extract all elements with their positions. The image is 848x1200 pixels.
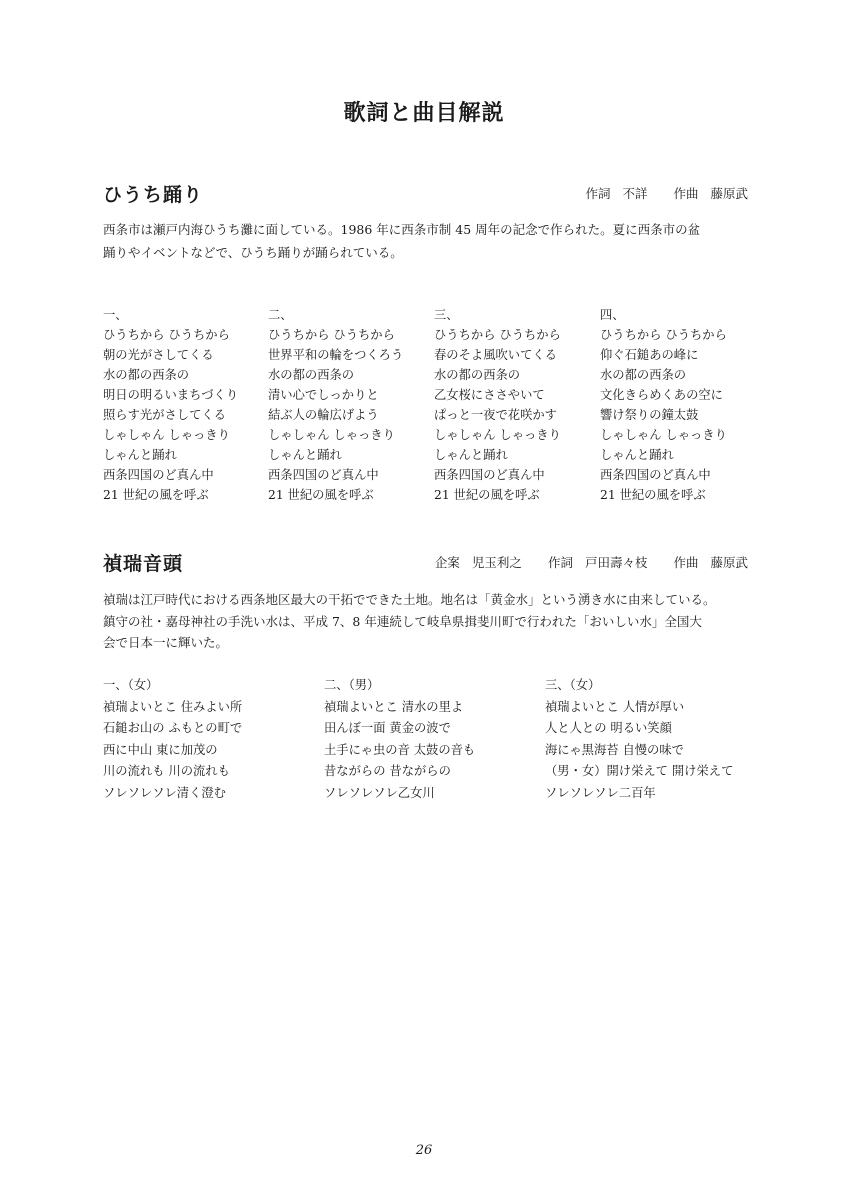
verse-line: ひうちから ひうちから bbox=[434, 328, 561, 342]
song2-credit-plan-label: 企案 bbox=[434, 555, 460, 570]
verse-line: 海にゃ黒海苔 自慢の味で bbox=[545, 742, 684, 757]
verse-line: しゃんと踊れ bbox=[268, 448, 342, 462]
song2-header bbox=[103, 549, 748, 579]
song2-description bbox=[103, 589, 748, 654]
verse-line: 禎瑞よいとこ 住みよい所 bbox=[103, 699, 243, 714]
verse-line: 21 世紀の風を呼ぶ bbox=[268, 488, 374, 502]
song2-verse-3 bbox=[545, 675, 733, 804]
song2-credit-plan-value: 児玉利之 bbox=[471, 555, 522, 570]
verse-line: 水の都の西条の bbox=[103, 368, 190, 382]
song1-description-line: 西条市は瀬戸内海ひうち灘に面している。1986 年に西条市制 45 周年の記念で作られた。夏に西条市の盆 bbox=[103, 222, 701, 237]
song1-credit-music-value: 藤原武 bbox=[710, 186, 748, 201]
verse-line: 人と人との 明るい笑顔 bbox=[545, 721, 672, 735]
verse-line: 西条四国のど真ん中 bbox=[103, 468, 214, 482]
song2-credit-music-label: 作曲 bbox=[673, 555, 699, 570]
verse-line: 田んぼ一面 黄金の波で bbox=[324, 721, 451, 735]
verse-line: 春のそよ風吹いてくる bbox=[434, 348, 557, 362]
song1-header bbox=[103, 180, 748, 210]
verse-line: 明日の明るいまちづくり bbox=[103, 388, 239, 402]
song1-description-line: 踊りやイベントなどで、ひうち踊りが踊られている。 bbox=[103, 245, 403, 260]
verse-line: （男・女）開け栄えて 開け栄えて bbox=[545, 764, 734, 778]
verse-line: しゃんと踊れ bbox=[103, 448, 177, 462]
song1-credit-lyrics-label: 作詞 bbox=[585, 186, 611, 201]
verse-line: 水の都の西条の bbox=[434, 368, 521, 382]
song1-title: ひうち踊り bbox=[103, 184, 204, 206]
verse-line: 世界平和の輪をつくろう bbox=[268, 348, 404, 362]
verse-line: 禎瑞よいとこ 清水の里よ bbox=[324, 699, 464, 714]
verse-heading: 二、（男） bbox=[324, 678, 380, 692]
verse-line: しゃんと踊れ bbox=[434, 448, 508, 462]
verse-heading: 三、 bbox=[434, 308, 459, 322]
verse-line: 朝の光がさしてくる bbox=[103, 348, 214, 362]
verse-line: ひうちから ひうちから bbox=[600, 328, 727, 342]
verse-line: 21 世紀の風を呼ぶ bbox=[103, 488, 209, 502]
verse-line: 結ぶ人の輪広げよう bbox=[268, 408, 379, 422]
page-title: 歌詞と曲目解説 bbox=[343, 100, 505, 126]
verse-line: しゃしゃん しゃっきり bbox=[103, 428, 230, 442]
song2-description-line: 鎮守の社・嘉母神社の手洗い水は、平成 7、8 年連続して岐阜県揖斐川町で行われた「おいしい水」全国大 bbox=[103, 613, 702, 629]
verse-heading: 三、（女） bbox=[545, 678, 601, 692]
verse-line: しゃしゃん しゃっきり bbox=[268, 428, 395, 442]
verse-line: しゃしゃん しゃっきり bbox=[600, 428, 727, 442]
verse-heading: 一、 bbox=[103, 308, 128, 322]
song1-verse-1 bbox=[103, 305, 238, 505]
song2-description-line: 禎瑞は江戸時代における西条地区最大の干拓でできた土地。地名は「黄金水」という湧き水に由来している。 bbox=[103, 592, 716, 607]
song1-verse-3 bbox=[434, 305, 561, 505]
verse-line: 西条四国のど真ん中 bbox=[434, 468, 545, 482]
verse-line: 文化きらめくあの空に bbox=[600, 388, 723, 402]
verse-line: 西条四国のど真ん中 bbox=[600, 468, 711, 482]
verse-line: しゃしゃん しゃっきり bbox=[434, 428, 561, 442]
song2-credit-lyrics-label: 作詞 bbox=[547, 555, 573, 570]
verse-line: 石鎚お山の ふもとの町で bbox=[103, 721, 243, 735]
verse-line: 清い心でしっかりと bbox=[268, 388, 379, 402]
verse-line: ぱっと一夜で花咲かす bbox=[434, 408, 557, 422]
verse-line: 響け祭りの鐘太鼓 bbox=[600, 408, 699, 422]
verse-line: 水の都の西条の bbox=[268, 368, 355, 382]
verse-line: 昔ながらの 昔ながらの bbox=[324, 764, 451, 778]
verse-line: ソレソレソレ清く澄む bbox=[103, 785, 226, 800]
verse-line: ひうちから ひうちから bbox=[103, 328, 230, 342]
verse-heading: 一、（女） bbox=[103, 678, 159, 692]
song2-verse-2 bbox=[324, 675, 475, 804]
verse-line: 21 世紀の風を呼ぶ bbox=[434, 488, 540, 502]
verse-line: 禎瑞よいとこ 人情が厚い bbox=[545, 699, 685, 714]
verse-line: 水の都の西条の bbox=[600, 368, 687, 382]
verse-line: ひうちから ひうちから bbox=[268, 328, 395, 342]
verse-line: 照らす光がさしてくる bbox=[103, 408, 226, 422]
verse-line: ソレソレソレ二百年 bbox=[545, 785, 656, 800]
song2-credit-music-value: 藤原武 bbox=[710, 555, 748, 570]
verse-line: ソレソレソレ乙女川 bbox=[324, 785, 435, 800]
song2-credits bbox=[427, 553, 748, 571]
song2-credit-lyrics-value: 戸田壽々枝 bbox=[584, 555, 648, 570]
song2-description-line: 会で日本一に輝いた。 bbox=[103, 635, 229, 650]
song1-credits bbox=[577, 184, 748, 202]
song2-verse-1 bbox=[103, 675, 242, 804]
verse-line: 川の流れも 川の流れも bbox=[103, 764, 230, 778]
song1-credit-lyrics-value: 不詳 bbox=[622, 186, 648, 201]
page-number: 26 bbox=[415, 1143, 433, 1158]
song2-title: 禎瑞音頭 bbox=[103, 553, 184, 575]
verse-line: しゃんと踊れ bbox=[600, 448, 674, 462]
verse-line: 土手にゃ虫の音 太鼓の音も bbox=[324, 742, 476, 757]
song1-description bbox=[103, 218, 748, 264]
song1-verse-2 bbox=[268, 305, 403, 505]
verse-line: 乙女桜にささやいて bbox=[434, 388, 545, 402]
verse-heading: 二、 bbox=[268, 308, 293, 322]
verse-line: 西条四国のど真ん中 bbox=[268, 468, 379, 482]
song1-verse-4 bbox=[600, 305, 727, 505]
verse-line: 仰ぐ石鎚あの峰に bbox=[600, 348, 699, 362]
verse-line: 西に中山 東に加茂の bbox=[103, 742, 218, 757]
verse-heading: 四、 bbox=[600, 308, 625, 322]
verse-line: 21 世紀の風を呼ぶ bbox=[600, 488, 706, 502]
song1-credit-music-label: 作曲 bbox=[673, 186, 699, 201]
